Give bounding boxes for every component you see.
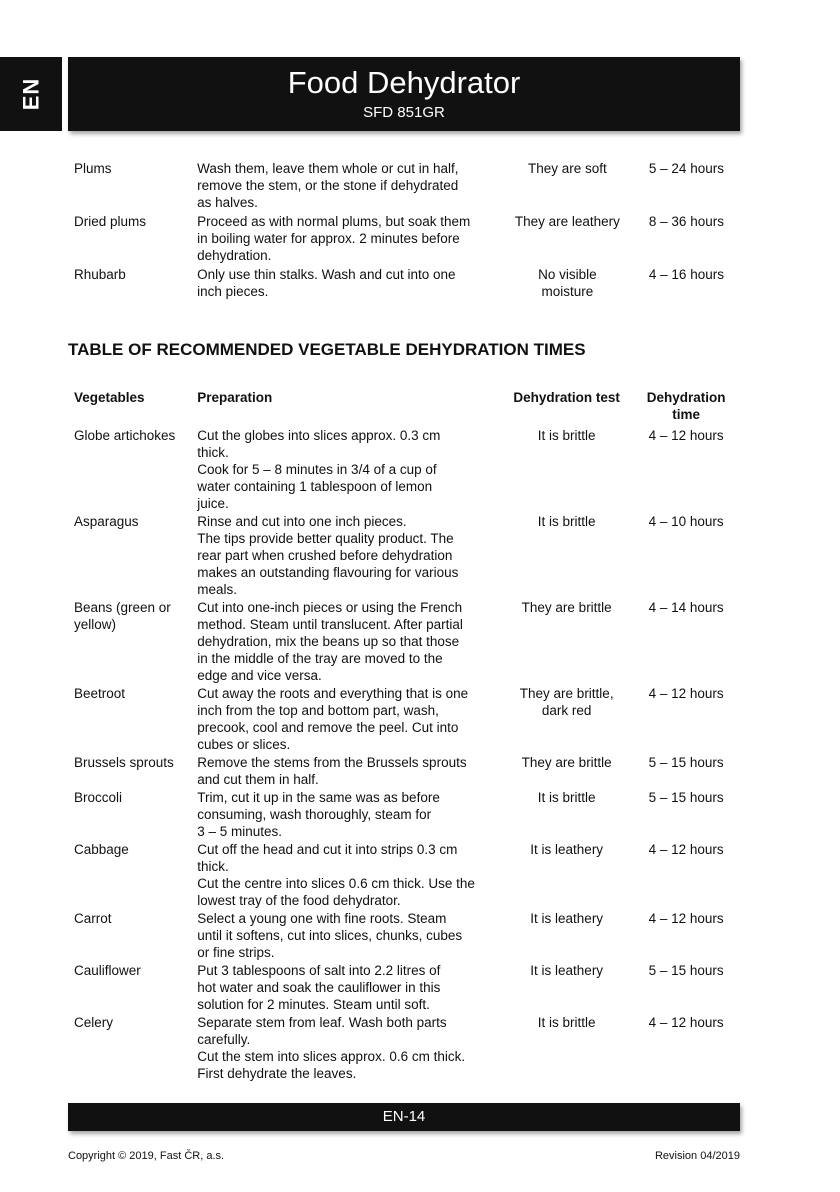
- cell-time: 5 – 24 hours: [648, 161, 724, 176]
- column-header-test: Dehydration test: [513, 390, 620, 405]
- cell-test: They are brittle: [521, 600, 612, 615]
- table-row: [68, 427, 740, 513]
- cell-preparation: Cut into one-inch pieces or using the French method. Steam until translucent. After partial dehydration, mix the beans up so that those in the middle of the tray are moved to the edge and vice versa.: [197, 600, 463, 683]
- section-title: TABLE OF RECOMMENDED VEGETABLE DEHYDRATION TIMES: [68, 340, 586, 359]
- page-number: EN-14: [382, 1108, 426, 1125]
- cell-item: Cauliflower: [74, 963, 141, 978]
- table-row: [68, 266, 740, 302]
- cell-item: Rhubarb: [74, 267, 126, 282]
- footer-bar: [68, 1103, 740, 1131]
- cell-preparation: Put 3 tablespoons of salt into 2.2 litres of hot water and soak the cauliflower in this solution for 2 minutes. Steam until soft.: [197, 963, 441, 1012]
- cell-item: Dried plums: [74, 214, 147, 229]
- table-row: [68, 962, 740, 1014]
- cell-time: 5 – 15 hours: [648, 963, 724, 978]
- cell-item: Brussels sprouts: [74, 755, 174, 770]
- cell-test: No visible moisture: [538, 267, 597, 299]
- cell-preparation: Cut the globes into slices approx. 0.3 cm thick. Cook for 5 – 8 minutes in 3/4 of a cup of water containing 1 tablespoon of lemon juice.: [197, 428, 441, 511]
- cell-preparation: Cut off the head and cut it into strips 0.3 cm thick. Cut the centre into slices 0.6 cm thick. Use the lowest tray of the food dehydrator.: [197, 842, 475, 908]
- cell-item: Asparagus: [74, 514, 139, 529]
- cell-test: It is leathery: [530, 963, 604, 978]
- cell-item: Broccoli: [74, 790, 123, 805]
- table-row: [68, 841, 740, 910]
- table-header-row: [68, 389, 740, 427]
- language-label: EN: [18, 77, 43, 111]
- column-header-time: Dehydration time: [646, 390, 726, 422]
- cell-time: 5 – 15 hours: [648, 755, 724, 770]
- cell-test: They are brittle: [521, 755, 612, 770]
- cell-item: Celery: [74, 1015, 114, 1030]
- table-row: [68, 599, 740, 685]
- column-header-preparation: Preparation: [197, 390, 273, 405]
- cell-preparation: Separate stem from leaf. Wash both parts carefully. Cut the stem into slices approx. 0.6 cm thick. First dehydrate the leaves.: [197, 1015, 466, 1081]
- revision: Revision 04/2019: [654, 1150, 740, 1162]
- cell-test: It is brittle: [537, 428, 596, 443]
- cell-preparation: Cut away the roots and everything that is one inch from the top and bottom part, wash, precook, cool and remove the peel. Cut into cubes or slices.: [197, 686, 469, 752]
- table-row: [68, 513, 740, 599]
- cell-preparation: Select a young one with fine roots. Steam until it softens, cut into slices, chunks, cubes or fine strips.: [197, 911, 463, 960]
- cell-preparation: Proceed as with normal plums, but soak them in boiling water for approx. 2 minutes before dehydration.: [197, 214, 471, 263]
- table-row: [68, 789, 740, 841]
- cell-time: 4 – 14 hours: [648, 600, 724, 615]
- table-row: [68, 685, 740, 754]
- cell-preparation: Only use thin stalks. Wash and cut into one inch pieces.: [197, 267, 456, 299]
- cell-preparation: Trim, cut it up in the same was as before consuming, wash thoroughly, steam for 3 – 5 minutes.: [197, 790, 440, 839]
- cell-item: Plums: [74, 161, 112, 176]
- model-number: SFD 851GR: [363, 104, 445, 121]
- table-row: [68, 213, 740, 266]
- table-row: [68, 910, 740, 962]
- copyright: Copyright © 2019, Fast ČR, a.s.: [68, 1150, 225, 1162]
- cell-time: 5 – 15 hours: [648, 790, 724, 805]
- cell-time: 4 – 12 hours: [648, 428, 724, 443]
- table-row: [68, 754, 740, 789]
- language-tab: [0, 57, 62, 131]
- header-bar: [68, 57, 740, 131]
- page-title: Food Dehydrator: [287, 65, 521, 100]
- cell-test: It is brittle: [537, 790, 596, 805]
- cell-time: 4 – 12 hours: [648, 911, 724, 926]
- cell-time: 8 – 36 hours: [648, 214, 724, 229]
- cell-item: Beetroot: [74, 686, 126, 701]
- cell-item: Beans (green or yellow): [74, 600, 171, 632]
- cell-time: 4 – 12 hours: [648, 1015, 724, 1030]
- column-header-vegetables: Vegetables: [74, 390, 145, 405]
- cell-test: It is leathery: [530, 911, 604, 926]
- cell-test: They are brittle, dark red: [519, 686, 614, 718]
- cell-test: It is brittle: [537, 1015, 596, 1030]
- cell-preparation: Wash them, leave them whole or cut in half, remove the stem, or the stone if dehydrated as halves.: [197, 161, 459, 210]
- cell-item: Globe artichokes: [74, 428, 176, 443]
- table-row: [68, 1014, 740, 1083]
- cell-item: Carrot: [74, 911, 112, 926]
- cell-time: 4 – 12 hours: [648, 686, 724, 701]
- cell-time: 4 – 16 hours: [648, 267, 724, 282]
- cell-time: 4 – 12 hours: [648, 842, 724, 857]
- cell-test: It is brittle: [537, 514, 596, 529]
- cell-item: Cabbage: [74, 842, 129, 857]
- fruit-table: [68, 160, 740, 302]
- cell-test: They are soft: [527, 161, 607, 176]
- table-row: [68, 160, 740, 213]
- cell-preparation: Rinse and cut into one inch pieces. The tips provide better quality product. The rear part when crushed before dehydration makes an outstanding flavouring for various meals.: [197, 514, 459, 597]
- cell-test: It is leathery: [530, 842, 604, 857]
- cell-test: They are leathery: [514, 214, 620, 229]
- cell-time: 4 – 10 hours: [648, 514, 724, 529]
- vegetable-table: [68, 389, 740, 1083]
- cell-preparation: Remove the stems from the Brussels sprouts and cut them in half.: [197, 755, 467, 787]
